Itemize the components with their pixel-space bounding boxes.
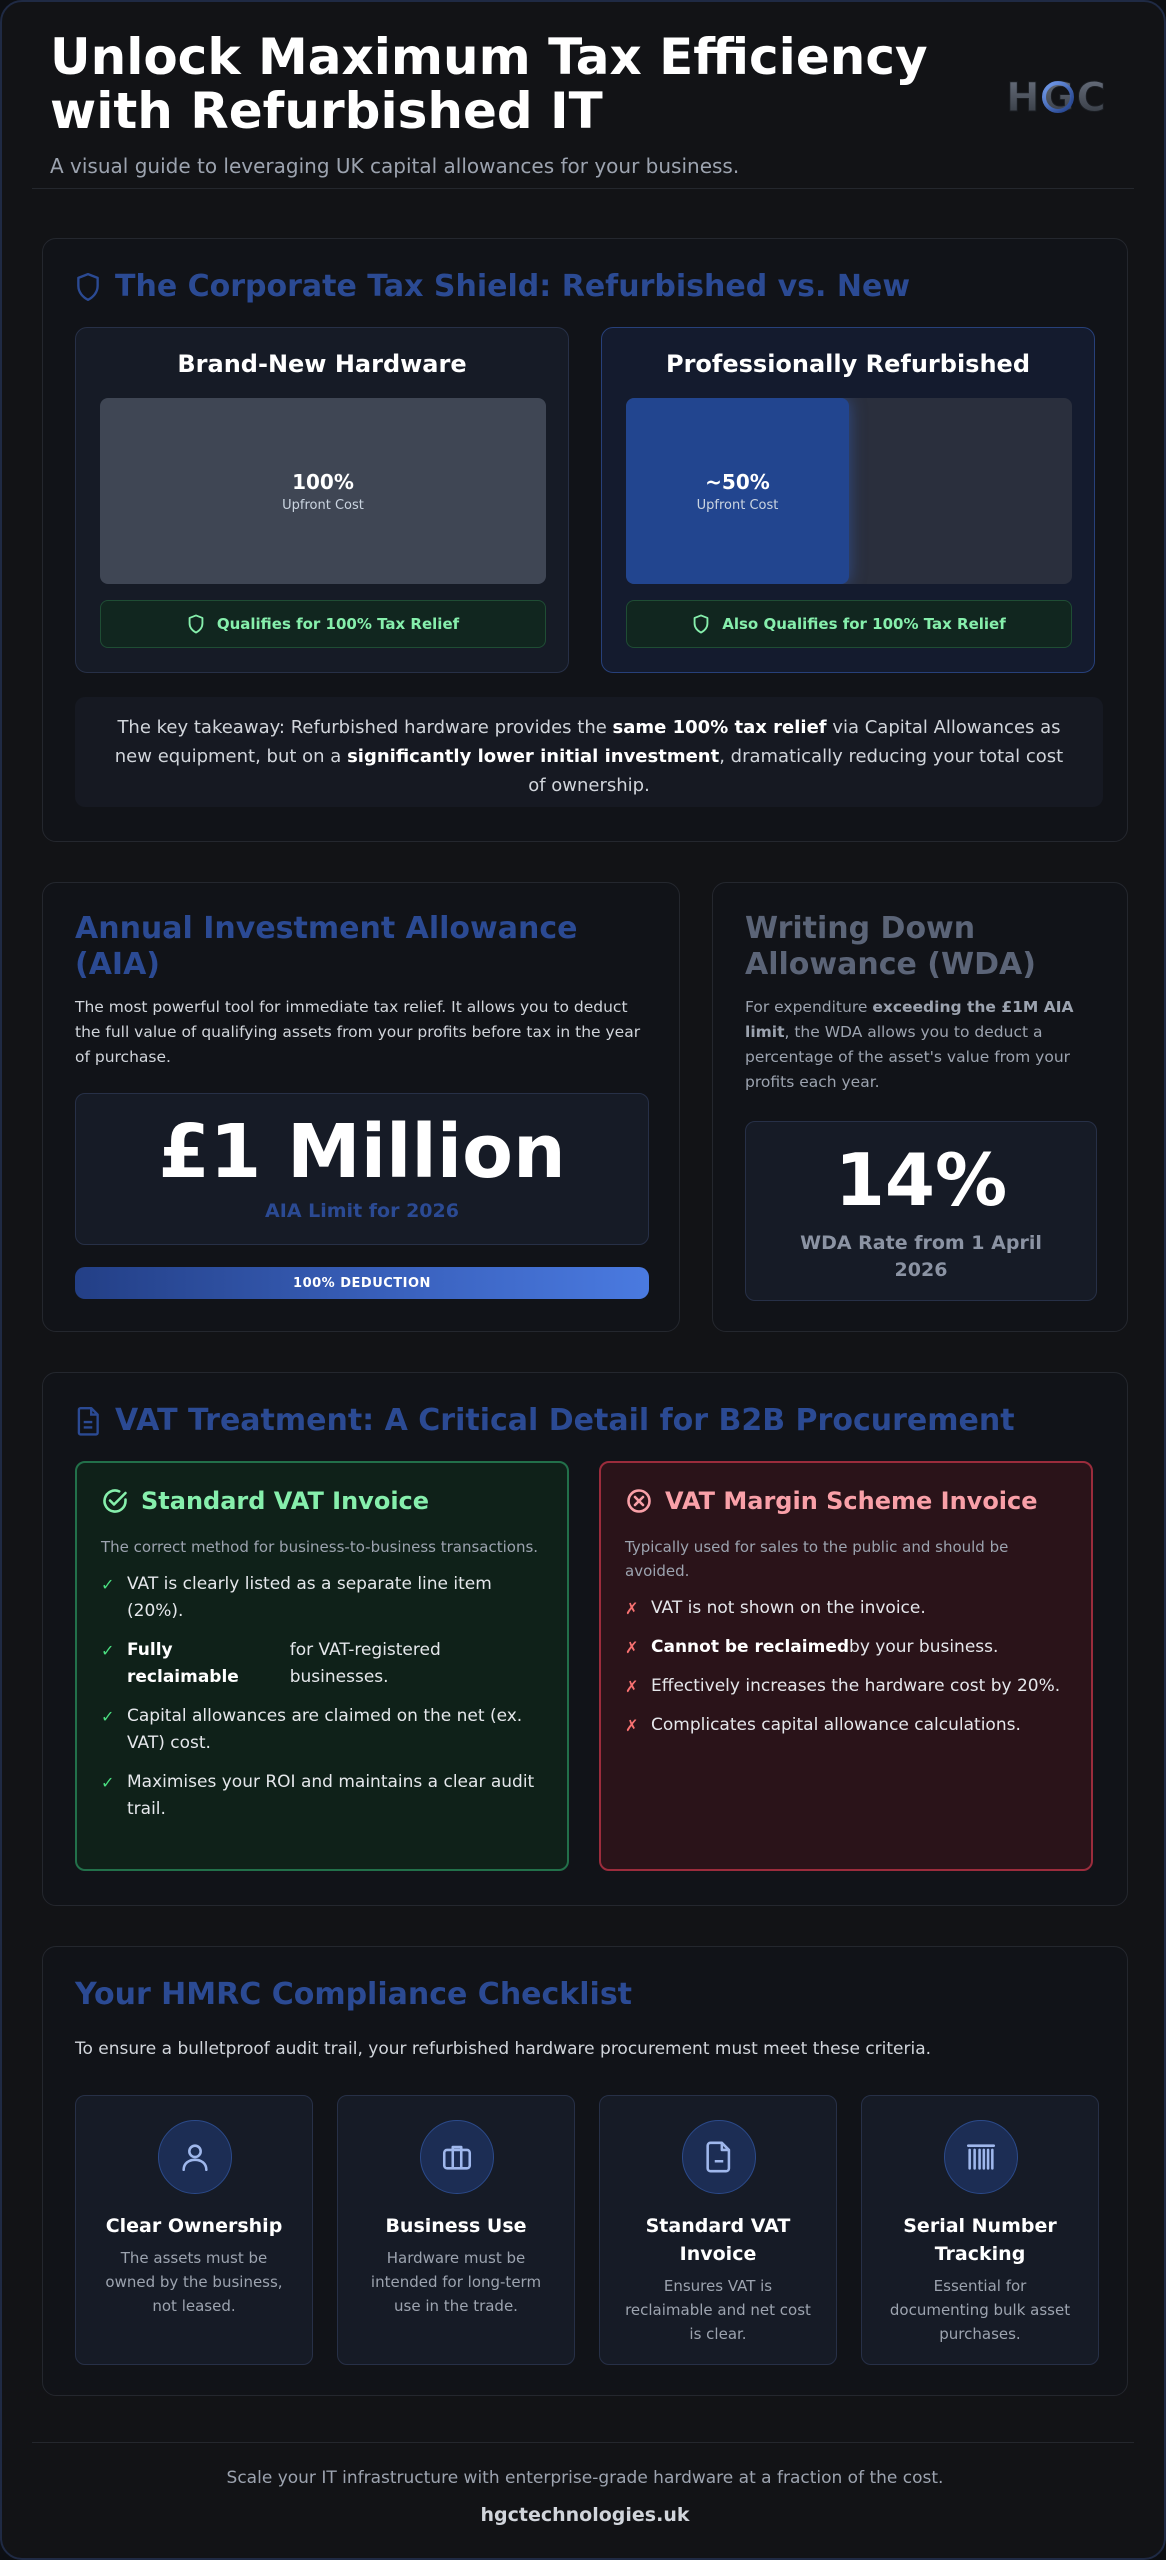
list-item-text: VAT is not shown on the invoice. [651,1598,926,1618]
new-cost-caption: Upfront Cost [282,497,364,513]
checklist-item-ownership [75,2095,313,2365]
refurbished-column [601,327,1095,673]
new-hardware-column [75,327,569,673]
page-subtitle: A visual guide to leveraging UK capital allowances for your business. [50,154,740,178]
refurbished-cost-bar-track [626,398,1072,584]
hgc-logo [994,70,1120,126]
checklist-item-desc: Hardware must be intended for long-term use in the trade. [370,2249,542,2315]
refurbished-cost-percent: ~50% [705,469,770,494]
checklist-item-title: Serial Number Tracking [903,2215,1057,2265]
refurbished-title: Professionally Refurbished [665,350,1030,378]
shield-icon [692,614,710,634]
list-item [625,1673,1067,1700]
list-item [101,1637,543,1691]
wda-figure-label: WDA Rate from 1 April 2026 [800,1232,1042,1281]
wda-description [745,995,1095,1095]
checklist-item-vat-invoice [599,2095,837,2365]
refurbished-cost-label-group [626,398,849,584]
briefcase-icon [420,2120,494,2194]
aia-description: The most powerful tool for immediate tax relief. It allows you to deduct the full value of qualifying assets from your profits before tax in the year of purchase. [75,998,641,1066]
new-relief-text: Qualifies for 100% Tax Relief [216,615,460,633]
standard-vat-list [101,1571,543,1823]
margin-vat-description: Typically used for sales to the public and should be avoided. [625,1538,1009,1580]
deduction-bar: 100% DEDUCTION [75,1267,649,1299]
user-icon [158,2120,232,2194]
check-circle-icon [101,1487,129,1515]
checklist-item-title: Clear Ownership [105,2215,283,2237]
wda-bold: exceeding the £1M AIA limit [745,998,1074,1041]
cross-mark-icon: ✗ [625,1638,639,1657]
aia-card [42,882,680,1332]
barcode-icon [944,2120,1018,2194]
document-icon [75,1406,101,1436]
tax-shield-header [75,269,910,305]
new-relief-badge [100,600,546,648]
tax-shield-title: The Corporate Tax Shield: Refurbished vs. New [115,269,911,304]
aia-figure: £1 Million [158,1109,566,1195]
check-mark-icon: ✓ [101,1773,115,1792]
new-cost-label-group [100,398,546,584]
margin-vat-header [625,1487,1067,1515]
key-takeaway [75,697,1103,807]
cross-mark-icon: ✗ [625,1599,639,1618]
margin-vat-column [599,1461,1093,1871]
aia-figure-box [75,1093,649,1245]
vat-title: VAT Treatment: A Critical Detail for B2B Procurement [115,1403,1015,1438]
checklist-item-title: Business Use [385,2215,527,2237]
wda-title: Writing Down Allowance (WDA) [745,911,1036,982]
logo-text: HGC [1006,75,1108,121]
header [50,30,1120,178]
standard-vat-title: Standard VAT Invoice [141,1487,430,1515]
list-item [101,1571,543,1625]
shield-icon [187,614,205,634]
checklist-item-desc: Essential for documenting bulk asset purchases. [889,2277,1071,2343]
margin-vat-title: VAT Margin Scheme Invoice [665,1487,1038,1515]
list-item-text: Effectively increases the hardware cost by 20%. [651,1676,1061,1696]
list-item-bold: Fully reclaimable [127,1640,239,1687]
wda-card [712,882,1128,1332]
wda-text: , the WDA allows you to deduct a percentage of the asset's value from your profits each year. [745,1023,1071,1091]
shield-icon [75,272,101,302]
list-item-text: for VAT-registered businesses. [289,1640,441,1687]
wda-figure-box [745,1121,1097,1301]
footer-tagline: Scale your IT infrastructure with enterprise-grade hardware at a fraction of the cost. [226,2468,944,2488]
checklist-item-title: Standard VAT Invoice [645,2215,791,2265]
margin-vat-list [625,1595,1067,1739]
check-mark-icon: ✓ [101,1641,115,1660]
wda-figure: 14% [834,1138,1008,1222]
file-icon [682,2120,756,2194]
list-item [625,1595,1067,1622]
cross-mark-icon: ✗ [625,1716,639,1735]
x-circle-icon [625,1487,653,1515]
list-item [101,1769,543,1823]
list-item-bold: Cannot be reclaimed [651,1637,850,1657]
wda-text: For expenditure [745,998,873,1016]
standard-vat-column [75,1461,569,1871]
takeaway-text: The key takeaway: Refurbished hardware provides the [117,717,613,738]
list-item-text: by your business. [849,1637,999,1657]
list-item-text: VAT is clearly listed as a separate line item (20%). [127,1574,492,1621]
list-item [625,1712,1067,1739]
page-title: Unlock Maximum Tax Efficiency with Refurbished IT [50,28,928,140]
check-mark-icon: ✓ [101,1707,115,1726]
checklist-item-serial-tracking [861,2095,1099,2365]
refurbished-relief-text: Also Qualifies for 100% Tax Relief [722,615,1006,633]
refurbished-relief-badge [626,600,1072,648]
new-cost-bar-track [100,398,546,584]
refurbished-cost-caption: Upfront Cost [696,497,779,513]
takeaway-bold: same 100% tax relief [612,717,827,738]
list-item [625,1634,1067,1661]
checklist-intro: To ensure a bulletproof audit trail, your refurbished hardware procurement must meet these criteria. [75,2039,932,2059]
checklist-section [42,1946,1128,2396]
checklist-title: Your HMRC Compliance Checklist [75,1977,633,2012]
checklist-item-business-use [337,2095,575,2365]
aia-title: Annual Investment Allowance (AIA) [75,911,578,982]
checklist-item-desc: The assets must be owned by the business, not leased. [105,2249,283,2315]
checklist-item-desc: Ensures VAT is reclaimable and net cost is clear. [625,2277,811,2343]
new-cost-percent: 100% [292,469,354,494]
vat-header [75,1403,1015,1439]
takeaway-text: , dramatically reducing your total cost of ownership. [528,746,1064,796]
check-mark-icon: ✓ [101,1575,115,1594]
cross-mark-icon: ✗ [625,1677,639,1696]
takeaway-bold: significantly lower initial investment [347,746,720,767]
vat-section [42,1372,1128,1906]
list-item-text: Maximises your ROI and maintains a clear audit trail. [127,1772,535,1819]
standard-vat-description: The correct method for business-to-business transactions. [101,1538,539,1556]
list-item [101,1703,543,1757]
standard-vat-header [101,1487,543,1515]
header-divider [32,188,1134,189]
tax-shield-section [42,238,1128,842]
list-item-text: Complicates capital allowance calculations. [651,1715,1021,1735]
aia-figure-label: AIA Limit for 2026 [265,1200,459,1222]
footer-divider [32,2442,1134,2443]
list-item-text: Capital allowances are claimed on the net (ex. VAT) cost. [127,1706,523,1753]
takeaway-text: via Capital Allowances as new equipment, but on a [114,717,1061,767]
new-hardware-title: Brand-New Hardware [177,350,467,378]
footer-website-link[interactable]: hgctechnologies.uk [480,2504,690,2526]
